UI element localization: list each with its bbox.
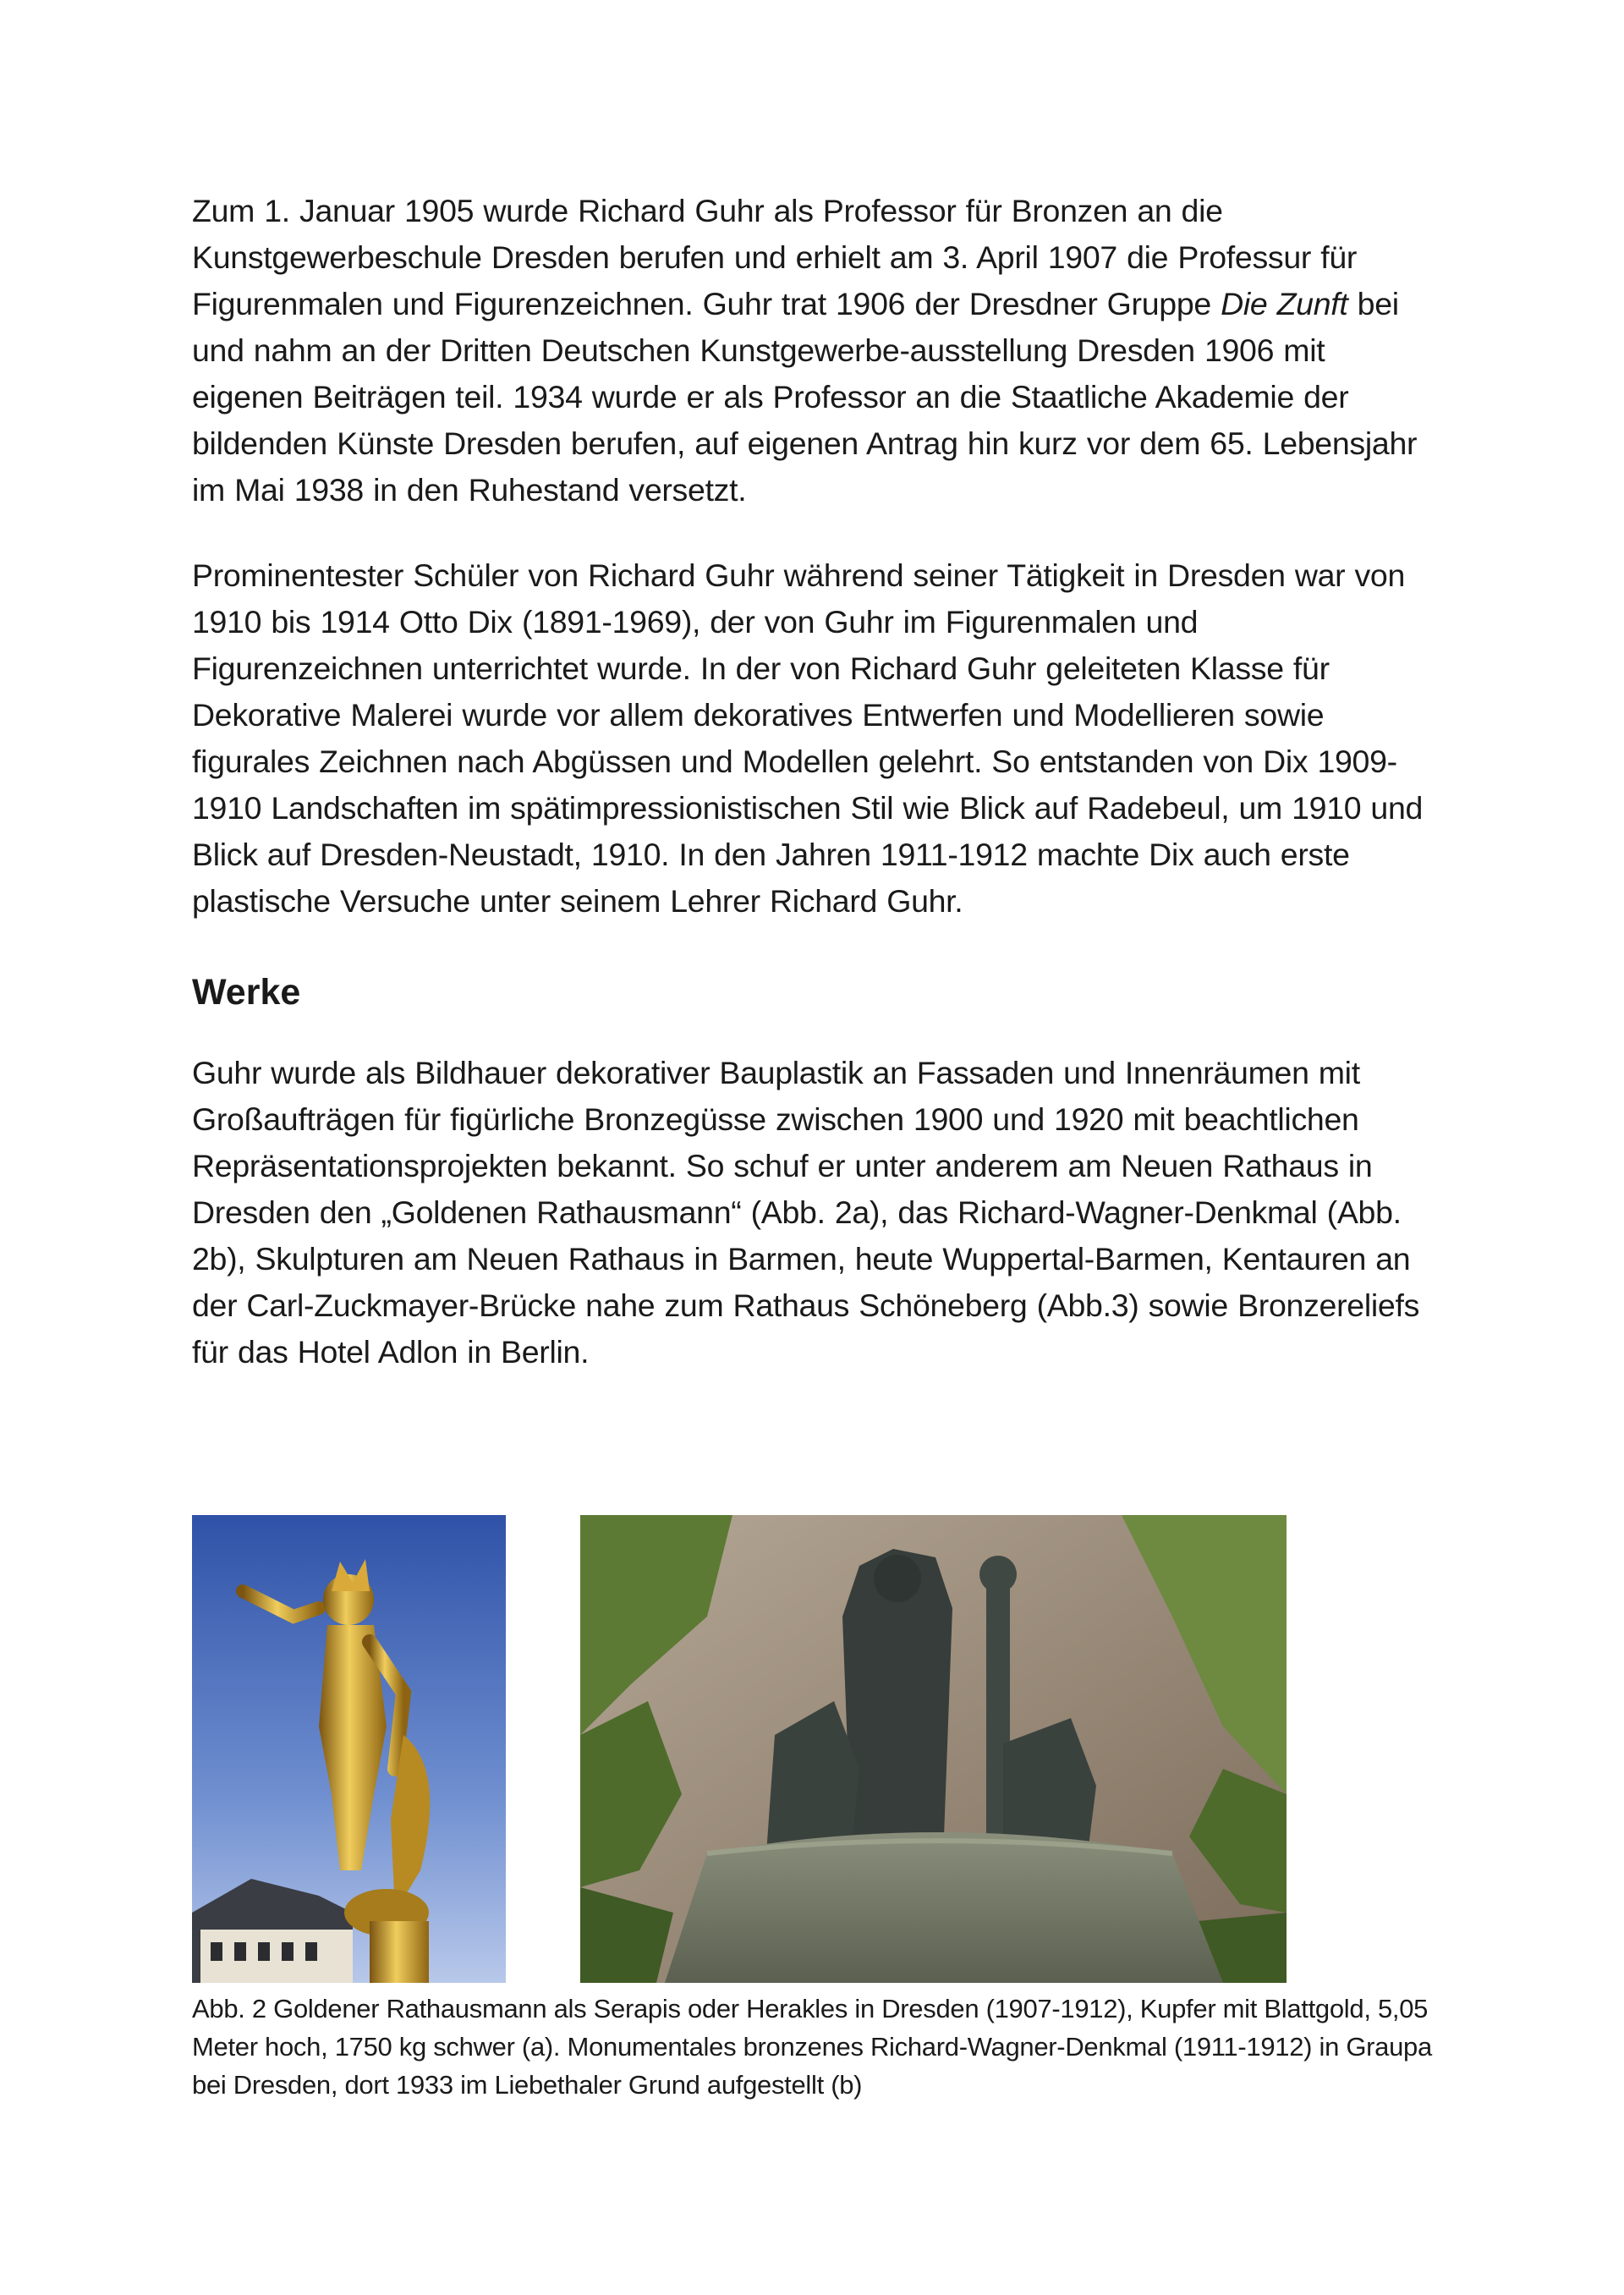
group-name-italic: Die Zunft xyxy=(1221,286,1348,321)
figure-2b-wagner-monument-image xyxy=(580,1515,1287,1983)
figure-caption: Abb. 2 Goldener Rathausmann als Serapis oder Herakles in Dresden (1907-1912), Kupfer mit Blattgold, 5,05 Meter hoch, 1750 kg schwer (a). Monumentales bronzenes Richard-Wagner-Denkmal (1911-1912) in Graupa bei Dresden, dort 1933 im Liebethaler Grund aufgestellt (b) xyxy=(192,1994,1432,2100)
section-heading-werke: Werke xyxy=(192,972,301,1013)
figure-2a-golden-statue-image xyxy=(192,1515,506,1983)
paragraph-3: Guhr wurde als Bildhauer dekorativer Bauplastik an Fassaden und Innenräumen mit Großaufträgen für figürliche Bronzegüsse zwischen 1900 und 1920 mit beachtlichen Repräsentationsprojekten bekannt. So schuf er unter anderem am Neuen Rathaus in Dresden den „Goldenen Rathausmann“ (Abb. 2a), das Richard-Wagner-Denkmal (Abb. 2b), Skulpturen am Neuen Rathaus in Barmen, heute Wuppertal-Barmen, Kentauren an der Carl-Zuckmayer-Brücke nahe zum Rathaus Schöneberg (Abb.3) sowie Bronzereliefs für das Hotel Adlon in Berlin. xyxy=(192,1055,1420,1370)
paragraph-1-text-b: bei und nahm an der Dritten Deutschen Kunstgewerbe-ausstellung Dresden 1906 mit eigenen Beiträgen teil. 1934 wurde er als Professor an die Staatliche Akademie der bildenden Künste Dresden berufen, auf eigenen Antrag hin kurz vor dem 65. Lebensjahr im Mai 1938 in den Ruhestand versetzt. xyxy=(192,286,1418,508)
paragraph-1 xyxy=(192,188,1435,513)
document-body xyxy=(192,188,1435,1375)
paragraph-1-text-a: Zum 1. Januar 1905 wurde Richard Guhr als Professor für Bronzen an die Kunstgewerbeschule Dresden berufen und erhielt am 3. April 1907 die Professur für Figurenmalen und Figurenzeichnen. Guhr trat 1906 der Dresdner Gruppe xyxy=(192,193,1358,321)
paragraph-2: Prominentester Schüler von Richard Guhr während seiner Tätigkeit in Dresden war von 1910 bis 1914 Otto Dix (1891-1969), der von Guhr im Figurenmalen und Figurenzeichnen unterrichtet wurde. In der von Richard Guhr geleiteten Klasse für Dekorative Malerei wurde vor allem dekoratives Entwerfen und Modellieren sowie figurales Zeichnen nach Abgüssen und Modellen gelehrt. So entstanden von Dix 1909-1910 Landschaften im spätimpressionistischen Stil wie Blick auf Radebeul, um 1910 und Blick auf Dresden-Neustadt, 1910. In den Jahren 1911-1912 machte Dix auch erste plastische Versuche unter seinem Lehrer Richard Guhr. xyxy=(192,557,1424,919)
figure-images xyxy=(192,1515,1435,1983)
